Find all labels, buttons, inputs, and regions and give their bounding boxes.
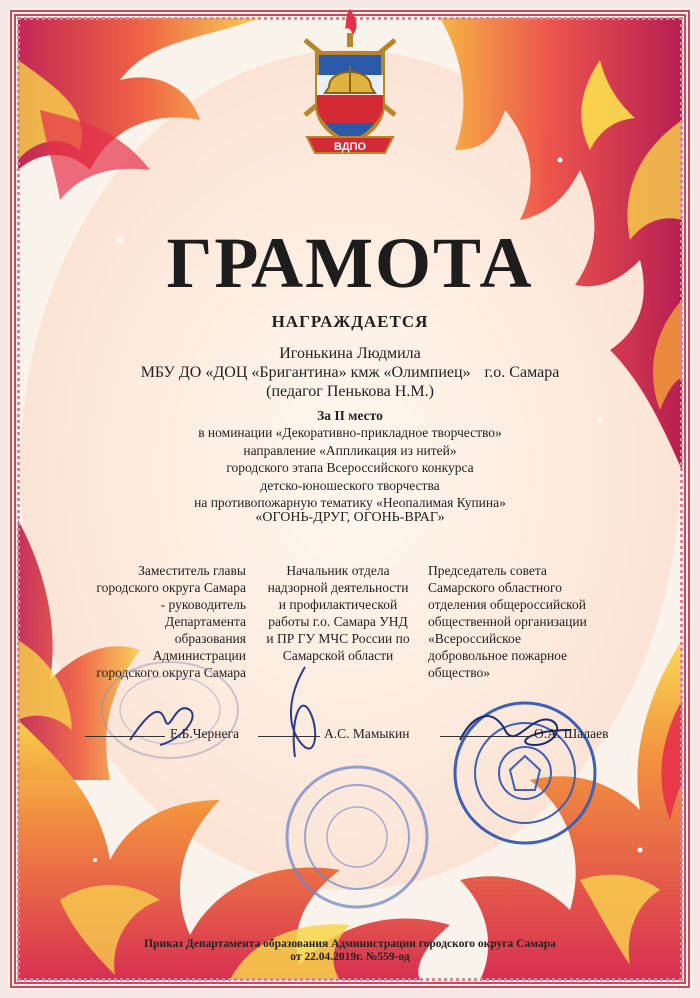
position-line: отделения общероссийской	[428, 597, 587, 612]
description-line: на противопожарную тематику «Неопалимая Купина»	[194, 495, 506, 510]
signature-line-1	[85, 736, 165, 737]
signatory-3-position	[428, 562, 608, 681]
awarded-label: НАГРАЖДАЕТСЯ	[271, 312, 429, 331]
signature-line-3	[440, 736, 530, 737]
vdpo-emblem	[285, 5, 415, 165]
signature-1	[120, 690, 210, 760]
position-line: Заместитель главы	[138, 563, 246, 578]
organization-city: г.о. Самара	[484, 364, 560, 381]
position-line: Администрации	[152, 648, 246, 663]
recipient-name: Игонькина Людмила	[279, 345, 421, 362]
emblem-label: ВДПО	[333, 141, 367, 153]
signature-2	[270, 662, 340, 772]
position-line: «Всероссийское	[428, 631, 521, 646]
position-line: общественной организации	[428, 614, 587, 629]
position-line: надзорной деятельности	[267, 580, 409, 595]
signature-line-2	[258, 736, 320, 737]
position-line: общество»	[428, 665, 491, 680]
position-line: работы г.о. Самара УНД	[268, 614, 408, 629]
position-line: Департамента	[164, 614, 246, 629]
position-line: Начальник отдела	[286, 563, 390, 578]
position-line: и ПР ГУ МЧС России по	[266, 631, 410, 646]
position-line: - руководитель	[160, 597, 246, 612]
teacher-line: (педагог Пенькова Н.М.)	[266, 383, 434, 400]
position-line: Самарского областного	[428, 580, 562, 595]
position-line: городского округа Самара	[96, 580, 246, 595]
order-line-2: от 22.04.2019г. №559-од	[290, 951, 410, 963]
position-line: и профилактической	[278, 597, 398, 612]
position-line: образования	[174, 631, 246, 646]
signatory-1-name: Е.Б.Чернега	[170, 726, 240, 741]
order-line-1: Приказ Департамента образования Администрации городского округа Самара	[144, 938, 556, 950]
contest-slogan: «ОГОНЬ-ДРУГ, ОГОНЬ-ВРАГ»	[255, 510, 445, 525]
certificate-title: ГРАМОТА	[166, 223, 534, 303]
signatory-3-name: О.А. Шалаев	[534, 726, 609, 741]
description-line: направление «Аппликация из нитей»	[243, 442, 457, 458]
organization-line	[0, 364, 700, 382]
position-line: добровольное пожарное	[428, 648, 568, 663]
description-line: в номинации «Декоративно-прикладное творчество»	[198, 425, 502, 440]
award-place: За II место	[317, 408, 383, 423]
description-line: детско-юношеского творчества	[260, 477, 440, 493]
position-line: городского округа Самара	[96, 665, 246, 680]
signatory-2-position	[252, 562, 424, 664]
position-line: Председатель совета	[428, 563, 547, 578]
description-line: городского этапа Всероссийского конкурса	[226, 460, 474, 475]
position-line: Самарской области	[282, 648, 394, 663]
award-description	[0, 424, 700, 512]
signatory-2-name: А.С. Мамыкин	[324, 726, 410, 741]
stamp-middle-round	[282, 762, 432, 912]
organization-name: МБУ ДО «ДОЦ «Бригантина» кмж «Олимпиец»	[140, 364, 471, 381]
